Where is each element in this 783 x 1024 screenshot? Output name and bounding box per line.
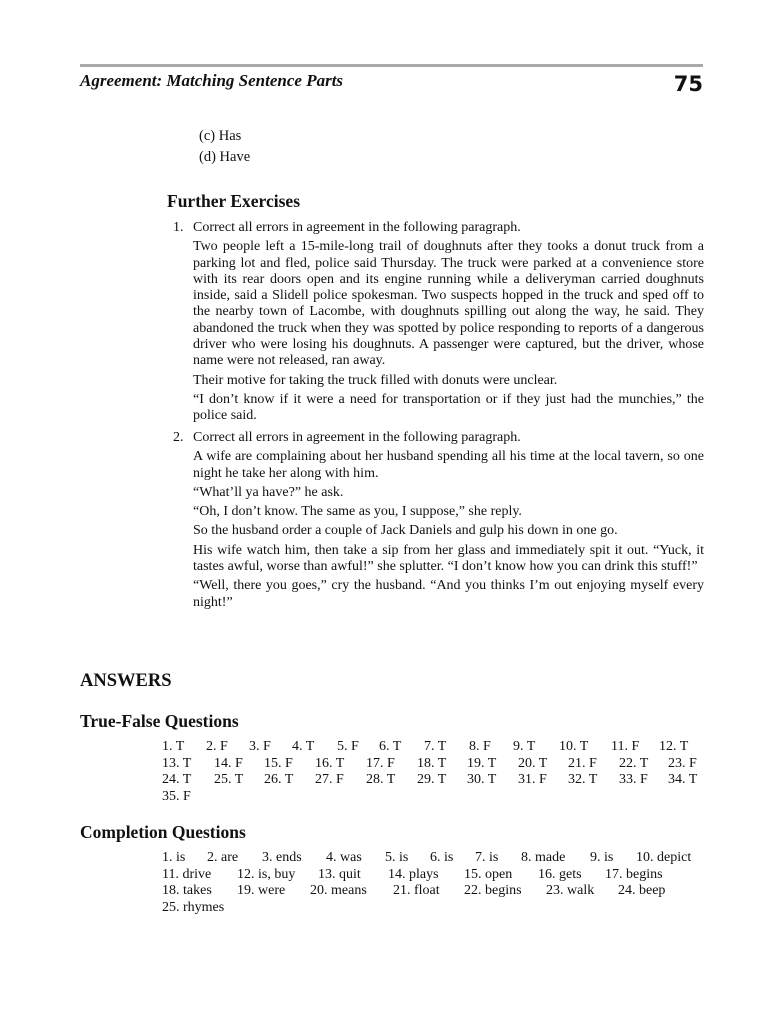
exercise-instruction: Correct all errors in agreement in the following paragraph. bbox=[193, 430, 521, 445]
answer-item: 14. F bbox=[214, 755, 243, 771]
answer-item: 10. depict bbox=[636, 850, 692, 865]
answer-item: 7. is bbox=[475, 850, 499, 865]
further-exercises-heading: Further Exercises bbox=[167, 191, 301, 211]
answer-item: 6. T bbox=[379, 739, 402, 754]
answer-item: 7. T bbox=[424, 739, 447, 754]
answer-item: 4. was bbox=[326, 850, 362, 865]
answer-item: 9. T bbox=[513, 739, 536, 754]
answer-row bbox=[162, 756, 703, 773]
answer-item: 18. T bbox=[417, 755, 447, 771]
answer-item: 29. T bbox=[417, 772, 447, 787]
answer-item: 32. T bbox=[568, 772, 598, 787]
exercise-paragraph: A wife are complaining about her husband spending all his time at the local tavern, so one night he take her along with him. bbox=[193, 449, 704, 481]
exercise-1 bbox=[173, 220, 704, 428]
answer-row bbox=[162, 900, 703, 917]
answer-item: 18. takes bbox=[162, 883, 212, 898]
answer-row bbox=[162, 883, 703, 900]
exercise-number: 1. bbox=[173, 220, 184, 235]
answer-options bbox=[199, 126, 250, 168]
true-false-answers bbox=[162, 739, 703, 805]
answer-row bbox=[162, 739, 703, 756]
option-d: (d) Have bbox=[199, 149, 251, 165]
answer-item: 27. F bbox=[315, 772, 344, 787]
answer-row bbox=[162, 850, 703, 867]
answer-item: 16. T bbox=[315, 755, 345, 771]
answer-item: 17. begins bbox=[605, 866, 663, 882]
answer-item: 22. T bbox=[619, 755, 649, 771]
answer-item: 33. F bbox=[619, 772, 648, 787]
answer-row bbox=[162, 772, 703, 789]
option-c: (c) Has bbox=[199, 128, 242, 144]
answer-item: 22. begins bbox=[464, 883, 522, 898]
exercise-instruction: Correct all errors in agreement in the following paragraph. bbox=[193, 220, 521, 235]
answer-item: 3. ends bbox=[262, 850, 302, 865]
answer-item: 21. F bbox=[568, 755, 597, 771]
answer-item: 19. were bbox=[237, 883, 286, 898]
exercise-number: 2. bbox=[173, 430, 184, 445]
answer-item: 24. T bbox=[162, 772, 192, 787]
answer-item: 10. T bbox=[559, 739, 589, 754]
answer-item: 34. T bbox=[668, 772, 698, 787]
answer-item: 31. F bbox=[518, 772, 547, 787]
answer-item: 25. T bbox=[214, 772, 244, 787]
completion-heading: Completion Questions bbox=[80, 822, 246, 842]
exercise-paragraph: Two people left a 15-mile-long trail of doughnuts after they tooks a donut truck from a parking lot and fled, police said Thursday. The truck were parked at a convenience store with its rear doors open and its engine running while a deliveryman carried doughnuts inside, said a Slidell police spokesman. Two suspects hopped in the truck and sped off to the nearby town of Lacombe, with doughnuts spilling out along the way, he said. They abandoned the truck when they was spotted by police responding to reports of a dangerous driver who were losing his doughnuts. A passenger were captured, but the driver, whose name were not released, ran away. bbox=[193, 239, 704, 369]
answer-item: 6. is bbox=[430, 850, 454, 865]
running-title: Agreement: Matching Sentence Parts bbox=[80, 71, 344, 90]
answer-item: 4. T bbox=[292, 739, 315, 754]
exercise-2 bbox=[173, 430, 704, 614]
answer-item: 24. beep bbox=[618, 883, 666, 898]
answer-item: 17. F bbox=[366, 755, 395, 771]
answer-item: 21. float bbox=[393, 883, 440, 898]
answer-row bbox=[162, 789, 703, 806]
answers-heading: ANSWERS bbox=[80, 671, 172, 691]
exercise-paragraph: “I don’t know if it were a need for transportation or if they just had the munchies,” the police said. bbox=[193, 391, 704, 424]
exercise-paragraph: So the husband order a couple of Jack Daniels and gulp his down in one go. bbox=[193, 523, 618, 539]
answer-item: 9. is bbox=[590, 850, 614, 865]
answer-item: 23. F bbox=[668, 755, 697, 771]
answer-item: 35. F bbox=[162, 788, 191, 804]
answer-item: 5. is bbox=[385, 850, 409, 865]
answer-item: 15. F bbox=[264, 755, 293, 771]
answer-row bbox=[162, 867, 703, 884]
exercise-paragraph: “Oh, I don’t know. The same as you, I suppose,” she reply. bbox=[193, 504, 522, 520]
answer-item: 15. open bbox=[464, 866, 513, 882]
answer-item: 1. T bbox=[162, 739, 185, 754]
answer-item: 20. T bbox=[518, 755, 548, 771]
answer-item: 8. made bbox=[521, 850, 566, 865]
answer-item: 23. walk bbox=[546, 883, 595, 898]
page-number: 75 bbox=[673, 72, 703, 96]
header-rule bbox=[80, 64, 703, 67]
answer-item: 11. drive bbox=[162, 866, 212, 882]
answer-item: 5. F bbox=[337, 739, 359, 754]
answer-item: 26. T bbox=[264, 772, 294, 787]
answer-item: 20. means bbox=[310, 883, 367, 898]
answer-item: 13. T bbox=[162, 755, 192, 771]
answer-item: 8. F bbox=[469, 739, 491, 754]
answer-item: 19. T bbox=[467, 755, 497, 771]
exercise-paragraph: “What’ll ya have?” he ask. bbox=[193, 484, 344, 500]
true-false-heading: True-False Questions bbox=[80, 711, 239, 731]
completion-answers bbox=[162, 850, 703, 916]
answer-item: 14. plays bbox=[388, 866, 439, 882]
answer-item: 16. gets bbox=[538, 866, 582, 882]
answer-item: 12. is, buy bbox=[237, 866, 296, 882]
answer-item: 2. F bbox=[206, 739, 228, 754]
exercise-paragraph: Their motive for taking the truck filled with donuts were unclear. bbox=[193, 372, 558, 388]
answer-item: 25. rhymes bbox=[162, 899, 225, 915]
answer-item: 12. T bbox=[659, 739, 689, 754]
answer-item: 13. quit bbox=[318, 866, 361, 882]
exercise-paragraph: “Well, there you goes,” cry the husband. “And you thinks I’m out enjoying myself every night!” bbox=[193, 578, 704, 610]
answer-item: 30. T bbox=[467, 772, 497, 787]
exercise-paragraph: His wife watch him, then take a sip from her glass and immediately spit it out. “Yuck, it tastes awful, worse than awful!” she splutter. “I don’t know how you can drink this stuff!” bbox=[193, 542, 704, 575]
answer-item: 2. are bbox=[207, 850, 239, 865]
answer-item: 3. F bbox=[249, 739, 271, 754]
answer-item: 28. T bbox=[366, 772, 396, 787]
answer-item: 11. F bbox=[611, 739, 640, 754]
answer-item: 1. is bbox=[162, 850, 186, 865]
